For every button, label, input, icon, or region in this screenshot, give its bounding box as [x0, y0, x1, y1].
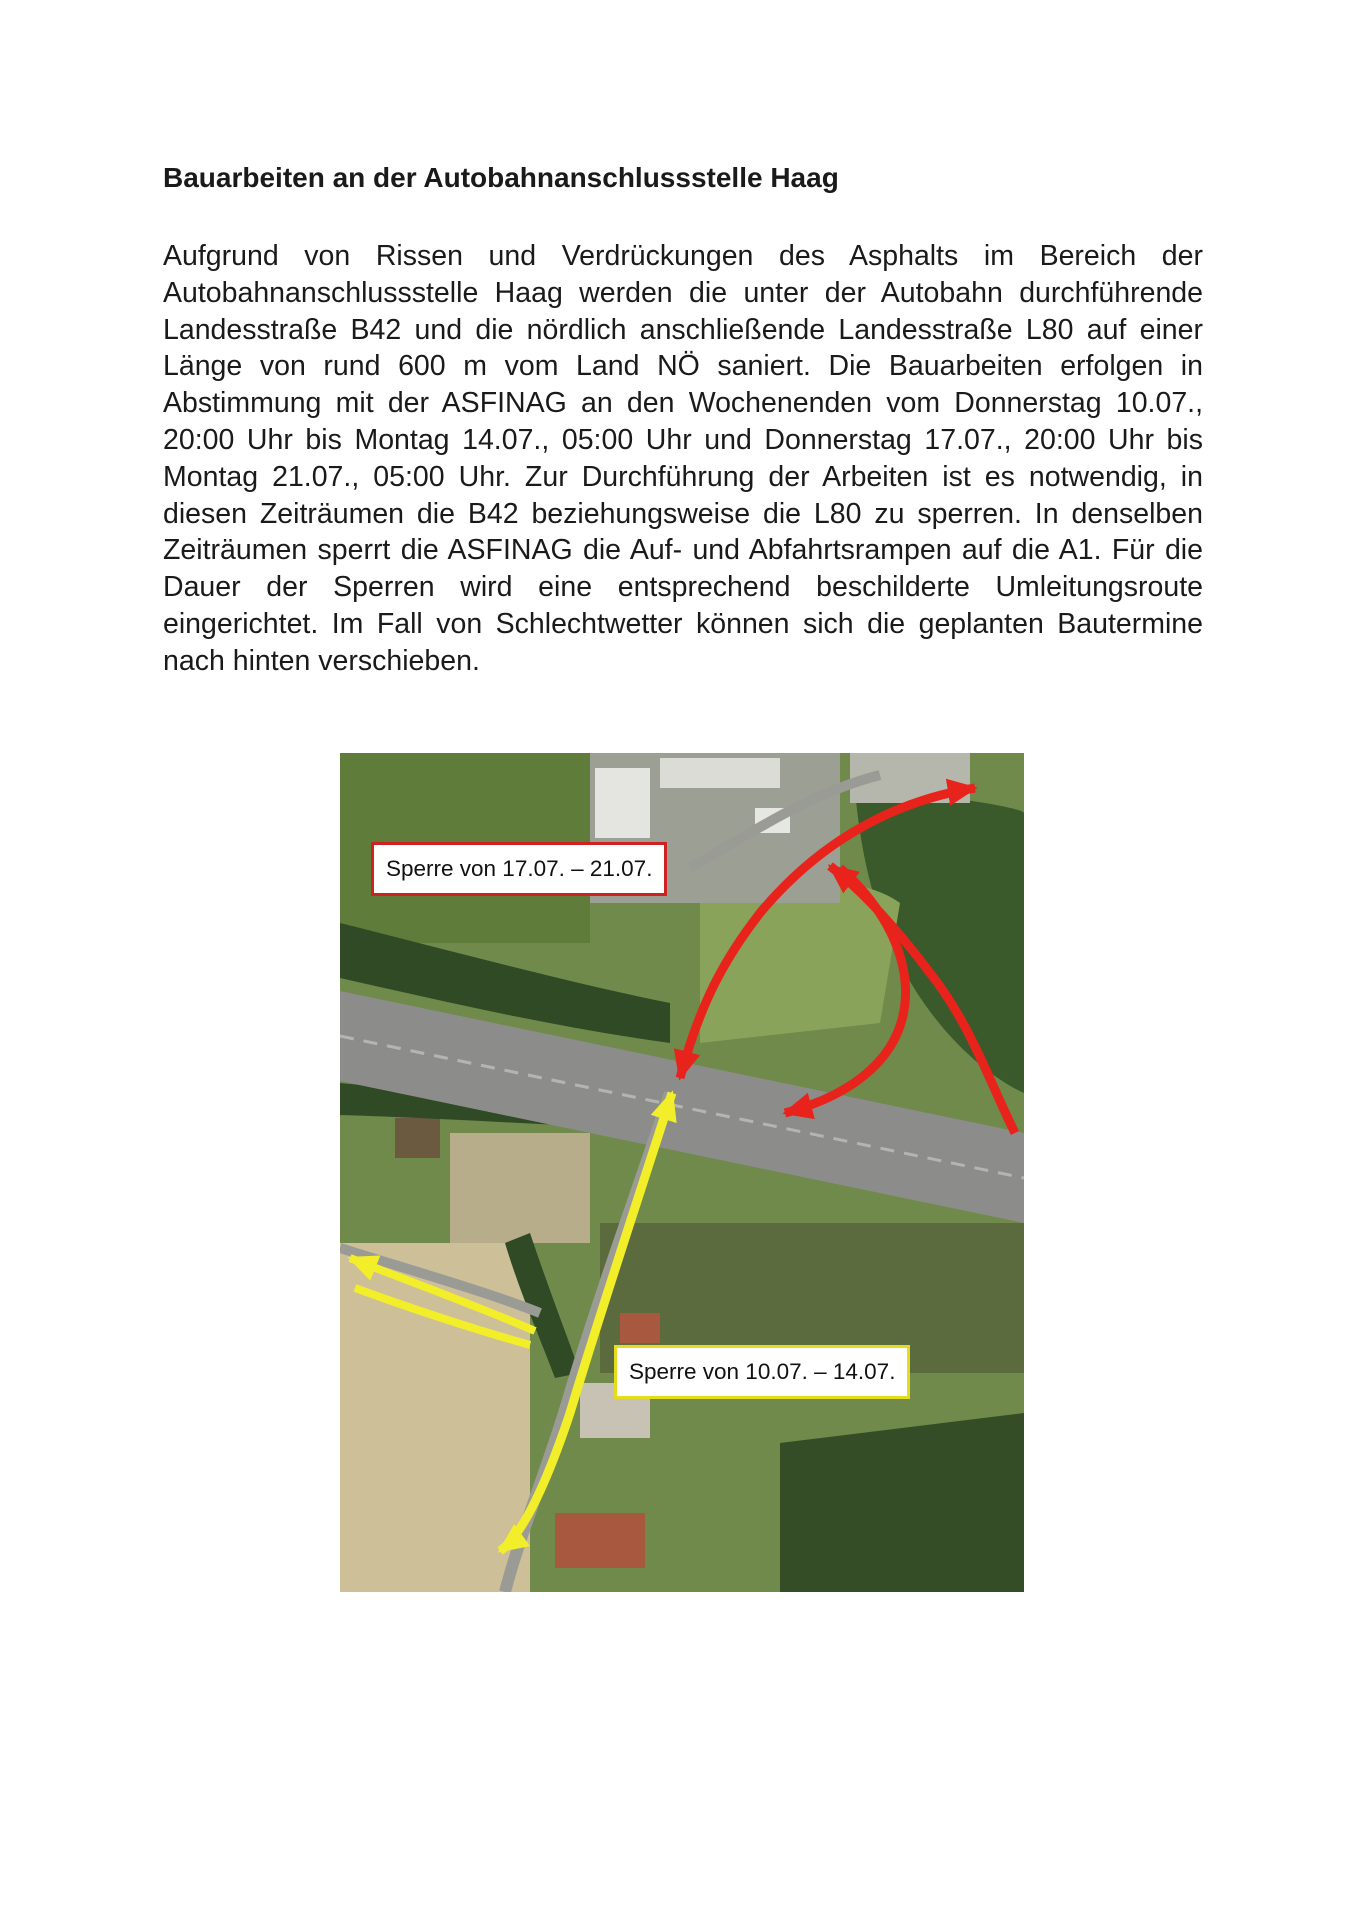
field-southeast-dark	[780, 1413, 1024, 1592]
industrial-lot	[450, 1133, 590, 1243]
aerial-map	[340, 753, 1024, 1592]
building-1	[595, 768, 650, 838]
building-2	[660, 758, 780, 788]
body-paragraph: Aufgrund von Rissen und Verdrückungen des Asphalts im Bereich der Autobahnanschlussstelle Haag werden die unter der Autobahn durchführende Landesstraße B42 und die nördlich anschließende Landesstraße L80 auf einer Länge von rund 600 m vom Land NÖ saniert. Die Bauarbeiten erfolgen in Abstimmung mit der ASFINAG an den Wochenenden vom Donnerstag 10.07., 20:00 Uhr bis Montag 14.07., 05:00 Uhr und Donnerstag 17.07., 20:00 Uhr bis Montag 21.07., 05:00 Uhr. Zur Durchführung der Arbeiten ist es notwendig, in diesen Zeiträumen die B42 beziehungsweise die L80 zu sperren. In denselben Zeiträumen sperrt die ASFINAG die Auf- und Abfahrtsrampen auf die A1. Für die Dauer der Sperren wird eine entsprechend beschilderte Umleitungsroute eingerichtet. Im Fall von Schlechtwetter können sich die geplanten Bautermine nach hinten verschieben.	[163, 240, 1203, 677]
closure-label-yellow: Sperre von 10.07. – 14.07.	[614, 1345, 910, 1399]
document-title: Bauarbeiten an der Autobahnanschlussstelle Haag	[163, 162, 839, 193]
building-5	[620, 1313, 660, 1343]
building-7	[555, 1513, 645, 1568]
building-4	[395, 1118, 440, 1158]
closure-label-red: Sperre von 17.07. – 21.07.	[371, 842, 667, 896]
